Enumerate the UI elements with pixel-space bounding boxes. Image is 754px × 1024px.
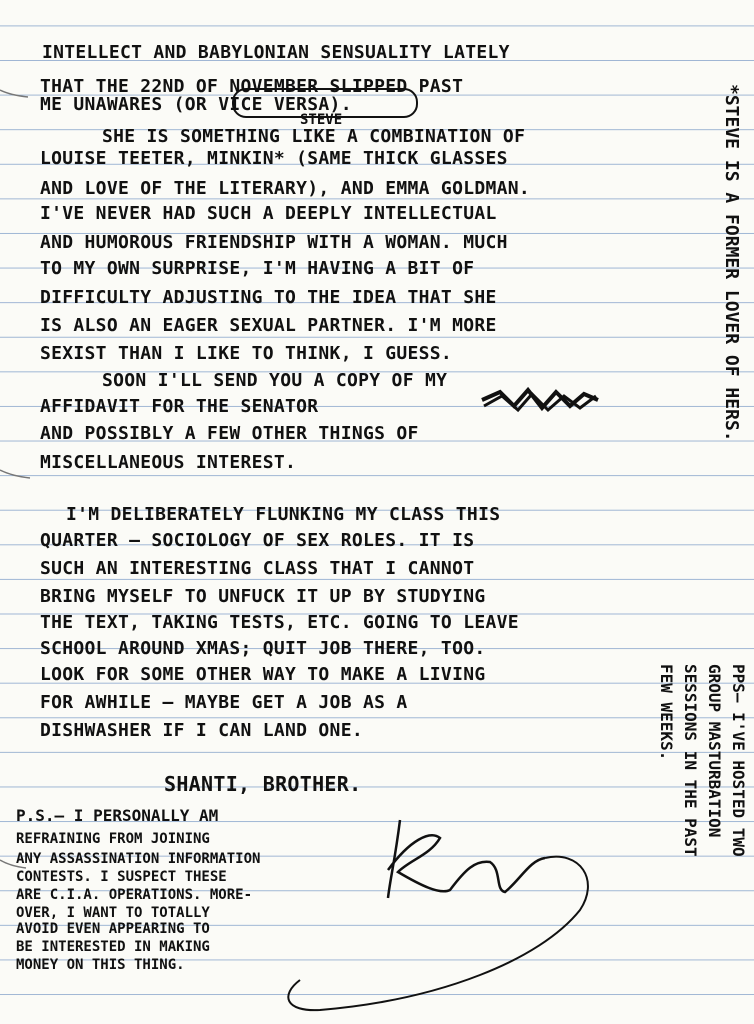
letter-line-18: QUARTER — SOCIOLOGY OF SEX ROLES. IT IS [40, 530, 475, 551]
ps-line-9: MONEY ON THIS THING. [16, 957, 185, 973]
letter-line-23: LOOK FOR SOME OTHER WAY TO MAKE A LIVING [40, 664, 486, 685]
letter-line-2: THAT THE 22ND OF NOVEMBER SLIPPED PAST [40, 76, 464, 97]
pps-line-3: SESSIONS IN THE PAST [681, 664, 700, 857]
letter-line-3: ME UNAWARES (OR VICE VERSA). [40, 94, 352, 115]
caret-insert: STEVE [300, 112, 343, 128]
ps-line-3: ANY ASSASSINATION INFORMATION [16, 851, 261, 867]
ps-line-7: AVOID EVEN APPEARING TO [16, 921, 210, 937]
letter-line-7: I'VE NEVER HAD SUCH A DEEPLY INTELLECTUAL [40, 203, 497, 224]
letter-line-4: SHE IS SOMETHING LIKE A COMBINATION OF [102, 126, 526, 147]
pps-line-1: PPS— I'VE HOSTED TWO [729, 664, 748, 857]
letter-line-13: SOON I'LL SEND YOU A COPY OF MY [102, 370, 448, 391]
letter-line-19: SUCH AN INTERESTING CLASS THAT I CANNOT [40, 558, 475, 579]
letter-line-15: AND POSSIBLY A FEW OTHER THINGS OF [40, 423, 419, 444]
ps-line-5: ARE C.I.A. OPERATIONS. MORE- [16, 887, 253, 903]
letter-line-21: THE TEXT, TAKING TESTS, ETC. GOING TO LEAVE [40, 612, 519, 633]
letter-line-24: FOR AWHILE — MAYBE GET A JOB AS A [40, 692, 408, 713]
letter-line-1: INTELLECT AND BABYLONIAN SENSUALITY LATELY [42, 42, 510, 63]
ps-line-2: REFRAINING FROM JOINING [16, 831, 210, 847]
letter-line-12: SEXIST THAN I LIKE TO THINK, I GUESS. [40, 343, 453, 364]
letter-line-14: AFFIDAVIT FOR THE SENATOR [40, 396, 319, 417]
letter-line-11: IS ALSO AN EAGER SEXUAL PARTNER. I'M MORE [40, 315, 497, 336]
letter-line-25: DISHWASHER IF I CAN LAND ONE. [40, 720, 363, 741]
ps-line-8: BE INTERESTED IN MAKING [16, 939, 210, 955]
letter-line-6: AND LOVE OF THE LITERARY), AND EMMA GOLDMAN. [40, 178, 531, 199]
crossed-out-text [480, 384, 600, 414]
letter-line-5: LOUISE TEETER, MINKIN* (SAME THICK GLASSES [40, 148, 508, 169]
letter-line-20: BRING MYSELF TO UNFUCK IT UP BY STUDYING [40, 586, 486, 607]
letter-line-16: MISCELLANEOUS INTEREST. [40, 452, 297, 473]
pps-line-4: FEW WEEKS. [657, 664, 676, 761]
closing-line: SHANTI, BROTHER. [164, 772, 362, 796]
ps-line-1: P.S.— I PERSONALLY AM [16, 806, 219, 825]
signature [280, 800, 600, 1015]
margin-note: *STEVE IS A FORMER LOVER OF HERS. [721, 84, 742, 442]
letter-line-8: AND HUMOROUS FRIENDSHIP WITH A WOMAN. MUCH [40, 232, 508, 253]
letter-line-22: SCHOOL AROUND XMAS; QUIT JOB THERE, TOO. [40, 638, 486, 659]
ps-line-6: OVER, I WANT TO TOTALLY [16, 905, 210, 921]
pps-line-2: GROUP MASTURBATION [705, 664, 724, 838]
letter-line-17: I'M DELIBERATELY FLUNKING MY CLASS THIS [66, 504, 501, 525]
ps-line-4: CONTESTS. I SUSPECT THESE [16, 869, 227, 885]
letter-line-9: TO MY OWN SURPRISE, I'M HAVING A BIT OF [40, 258, 475, 279]
letter-line-10: DIFFICULTY ADJUSTING TO THE IDEA THAT SHE [40, 287, 497, 308]
